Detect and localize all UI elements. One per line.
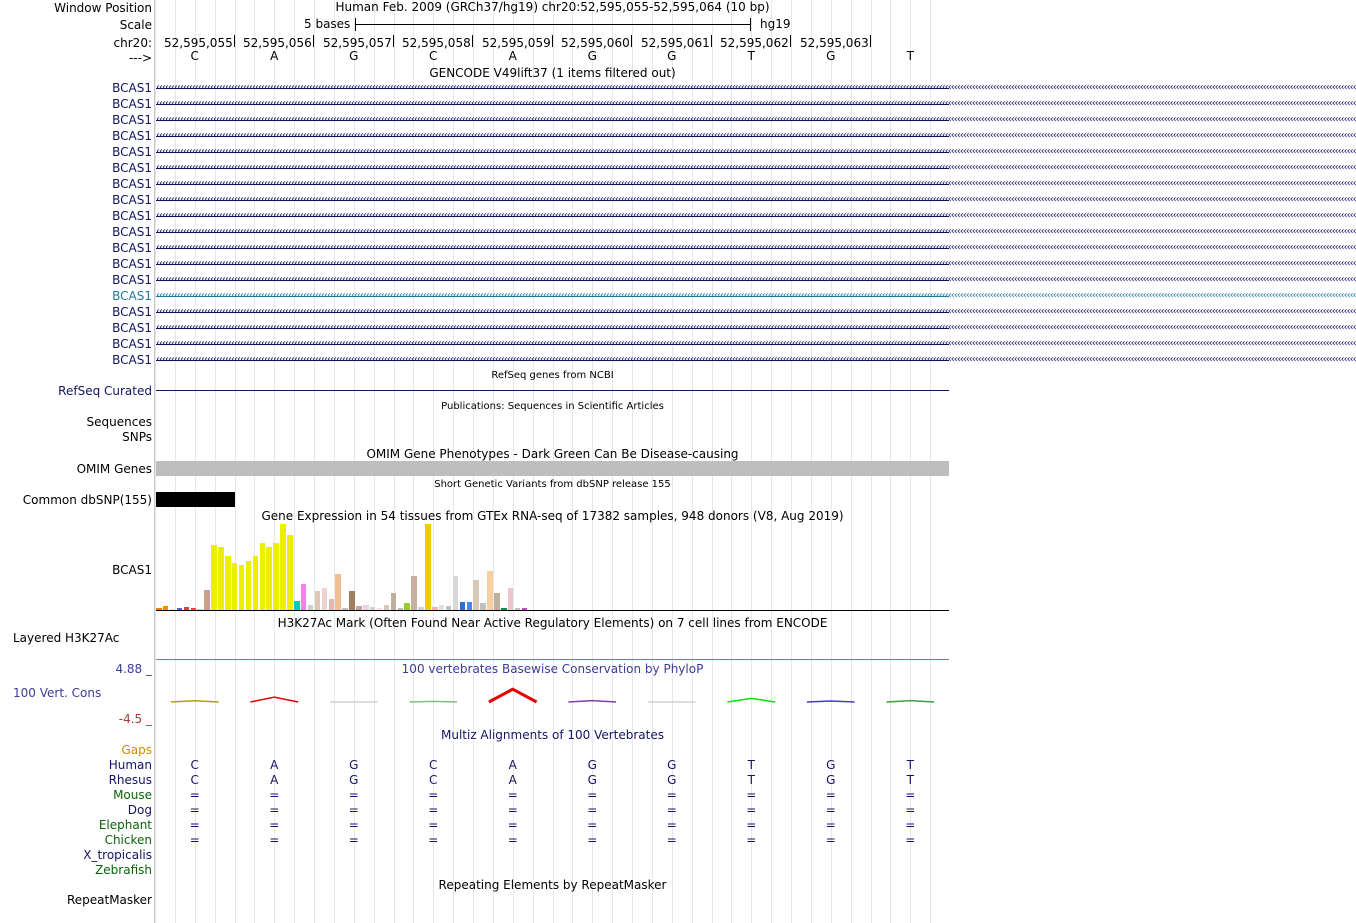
gaps-label: Gaps [121, 743, 152, 757]
ruler-base: T [906, 49, 914, 63]
scale-assembly: hg19 [760, 17, 791, 31]
omim-label[interactable]: OMIM Genes [76, 462, 152, 476]
phylop-base-score[interactable] [727, 698, 775, 702]
position-tick [313, 35, 314, 47]
alignment-base: = [269, 803, 280, 817]
gencode-strand-arrows: ‹‹‹‹‹‹‹‹‹‹‹‹‹‹‹‹‹‹‹‹‹‹‹‹‹‹‹‹‹‹‹‹‹‹‹‹‹‹‹‹‹‹‹‹‹‹‹‹‹‹‹‹‹‹‹‹‹‹‹‹‹‹‹‹‹‹‹‹‹‹‹‹‹‹‹‹‹‹‹‹‹‹‹‹‹‹‹‹‹‹‹‹‹‹‹‹‹‹‹‹‹‹‹‹‹‹‹‹‹‹‹‹‹‹‹‹‹‹‹‹‹‹‹‹‹‹‹‹‹‹‹‹‹‹‹‹‹‹‹‹‹‹‹‹‹‹‹‹‹‹‹‹‹‹‹‹‹‹‹‹‹‹‹‹‹‹‹‹‹‹‹‹‹‹‹‹‹‹‹‹‹‹‹‹‹‹‹‹‹‹‹‹‹‹‹‹‹‹‹‹‹‹‹‹‹‹‹‹‹‹‹‹‹‹‹‹‹‹‹‹‹‹‹‹‹‹‹‹‹‹‹‹‹‹‹‹‹‹‹‹‹‹‹‹‹‹‹‹‹‹‹‹‹‹‹‹‹‹‹‹‹‹‹‹‹‹‹‹‹‹‹‹‹‹‹‹‹‹‹‹‹‹‹‹‹‹‹‹‹‹‹‹‹‹‹‹‹‹‹‹‹‹‹‹‹‹‹‹‹‹‹‹‹‹‹‹‹‹‹‹‹‹‹‹‹‹‹‹‹‹‹‹‹‹‹‹‹‹‹‹‹‹‹‹‹‹‹‹‹‹‹‹‹‹‹‹‹‹‹‹‹‹‹‹‹‹‹‹‹‹‹‹‹‹‹‹‹‹‹‹‹‹‹‹‹‹‹‹‹‹‹‹‹‹‹‹‹‹‹‹ [156, 322, 1356, 333]
gtex-tissue-bar[interactable] [460, 602, 466, 610]
window-title: Human Feb. 2009 (GRCh37/hg19) chr20:52,595,055-52,595,064 (10 bp) [335, 0, 770, 14]
alignment-base: = [825, 833, 836, 847]
gtex-tissue-bar[interactable] [508, 588, 514, 610]
gtex-tissue-bar[interactable] [473, 580, 479, 610]
alignment-base: G [587, 773, 597, 787]
alignment-base: = [348, 803, 359, 817]
gencode-gene-label[interactable]: BCAS1 [112, 161, 152, 175]
gencode-strand-arrows: ‹‹‹‹‹‹‹‹‹‹‹‹‹‹‹‹‹‹‹‹‹‹‹‹‹‹‹‹‹‹‹‹‹‹‹‹‹‹‹‹‹‹‹‹‹‹‹‹‹‹‹‹‹‹‹‹‹‹‹‹‹‹‹‹‹‹‹‹‹‹‹‹‹‹‹‹‹‹‹‹‹‹‹‹‹‹‹‹‹‹‹‹‹‹‹‹‹‹‹‹‹‹‹‹‹‹‹‹‹‹‹‹‹‹‹‹‹‹‹‹‹‹‹‹‹‹‹‹‹‹‹‹‹‹‹‹‹‹‹‹‹‹‹‹‹‹‹‹‹‹‹‹‹‹‹‹‹‹‹‹‹‹‹‹‹‹‹‹‹‹‹‹‹‹‹‹‹‹‹‹‹‹‹‹‹‹‹‹‹‹‹‹‹‹‹‹‹‹‹‹‹‹‹‹‹‹‹‹‹‹‹‹‹‹‹‹‹‹‹‹‹‹‹‹‹‹‹‹‹‹‹‹‹‹‹‹‹‹‹‹‹‹‹‹‹‹‹‹‹‹‹‹‹‹‹‹‹‹‹‹‹‹‹‹‹‹‹‹‹‹‹‹‹‹‹‹‹‹‹‹‹‹‹‹‹‹‹‹‹‹‹‹‹‹‹‹‹‹‹‹‹‹‹‹‹‹‹‹‹‹‹‹‹‹‹‹‹‹‹‹‹‹‹‹‹‹‹‹‹‹‹‹‹‹‹‹‹‹‹‹‹‹‹‹‹‹‹‹‹‹‹‹‹‹‹‹‹‹‹‹‹‹‹‹‹‹‹‹‹‹‹‹‹‹‹‹‹‹‹‹‹‹‹‹‹‹‹‹‹‹‹‹‹‹‹‹‹‹‹‹ [156, 306, 1356, 317]
position-label: 52,595,061 [641, 36, 710, 50]
gencode-strand-arrows: ‹‹‹‹‹‹‹‹‹‹‹‹‹‹‹‹‹‹‹‹‹‹‹‹‹‹‹‹‹‹‹‹‹‹‹‹‹‹‹‹‹‹‹‹‹‹‹‹‹‹‹‹‹‹‹‹‹‹‹‹‹‹‹‹‹‹‹‹‹‹‹‹‹‹‹‹‹‹‹‹‹‹‹‹‹‹‹‹‹‹‹‹‹‹‹‹‹‹‹‹‹‹‹‹‹‹‹‹‹‹‹‹‹‹‹‹‹‹‹‹‹‹‹‹‹‹‹‹‹‹‹‹‹‹‹‹‹‹‹‹‹‹‹‹‹‹‹‹‹‹‹‹‹‹‹‹‹‹‹‹‹‹‹‹‹‹‹‹‹‹‹‹‹‹‹‹‹‹‹‹‹‹‹‹‹‹‹‹‹‹‹‹‹‹‹‹‹‹‹‹‹‹‹‹‹‹‹‹‹‹‹‹‹‹‹‹‹‹‹‹‹‹‹‹‹‹‹‹‹‹‹‹‹‹‹‹‹‹‹‹‹‹‹‹‹‹‹‹‹‹‹‹‹‹‹‹‹‹‹‹‹‹‹‹‹‹‹‹‹‹‹‹‹‹‹‹‹‹‹‹‹‹‹‹‹‹‹‹‹‹‹‹‹‹‹‹‹‹‹‹‹‹‹‹‹‹‹‹‹‹‹‹‹‹‹‹‹‹‹‹‹‹‹‹‹‹‹‹‹‹‹‹‹‹‹‹‹‹‹‹‹‹‹‹‹‹‹‹‹‹‹‹‹‹‹‹‹‹‹‹‹‹‹‹‹‹‹‹‹‹‹‹‹‹‹‹‹‹‹‹‹‹‹‹‹‹‹‹‹‹‹‹‹‹‹‹‹‹‹‹ [156, 82, 1356, 93]
gencode-gene-label[interactable]: BCAS1 [112, 209, 152, 223]
species-label-zebrafish[interactable]: Zebrafish [95, 863, 152, 877]
alignment-base: = [587, 803, 598, 817]
scale-bar-left-end [355, 18, 356, 31]
alignment-base: A [508, 758, 517, 772]
alignment-base: = [666, 833, 677, 847]
gtex-tissue-bar[interactable] [322, 588, 328, 610]
dbsnp-label[interactable]: Common dbSNP(155) [22, 493, 152, 507]
alignment-base: = [269, 818, 280, 832]
ruler-base: G [349, 49, 359, 63]
position-label: 52,595,058 [402, 36, 471, 50]
label-column-separator [154, 0, 155, 923]
alignment-base: G [667, 758, 677, 772]
gtex-tissue-bar[interactable] [411, 576, 417, 610]
alignment-base: = [905, 803, 916, 817]
alignment-base: G [826, 773, 836, 787]
gencode-gene-label[interactable]: BCAS1 [112, 145, 152, 159]
phylop-track-title: 100 vertebrates Basewise Conservation by PhyloP [401, 662, 704, 676]
alignment-base: G [587, 758, 597, 772]
publications-track-title: Publications: Sequences in Scientific Articles [441, 401, 664, 412]
gtex-tissue-bar[interactable] [253, 556, 259, 610]
alignment-base: = [428, 788, 439, 802]
scale-label: Scale [119, 18, 152, 32]
phylop-base-score[interactable] [250, 697, 298, 702]
phylop-base-score[interactable] [171, 701, 219, 702]
alignment-base: = [746, 818, 757, 832]
gencode-gene-label[interactable]: BCAS1 [112, 289, 152, 303]
species-label-human[interactable]: Human [108, 758, 152, 772]
gtex-tissue-bar[interactable] [204, 590, 210, 610]
gtex-tissue-bar[interactable] [349, 591, 355, 610]
ruler-base: C [429, 49, 438, 63]
alignment-base: = [746, 788, 757, 802]
gencode-gene-label[interactable]: BCAS1 [112, 177, 152, 191]
gencode-strand-arrows: ‹‹‹‹‹‹‹‹‹‹‹‹‹‹‹‹‹‹‹‹‹‹‹‹‹‹‹‹‹‹‹‹‹‹‹‹‹‹‹‹‹‹‹‹‹‹‹‹‹‹‹‹‹‹‹‹‹‹‹‹‹‹‹‹‹‹‹‹‹‹‹‹‹‹‹‹‹‹‹‹‹‹‹‹‹‹‹‹‹‹‹‹‹‹‹‹‹‹‹‹‹‹‹‹‹‹‹‹‹‹‹‹‹‹‹‹‹‹‹‹‹‹‹‹‹‹‹‹‹‹‹‹‹‹‹‹‹‹‹‹‹‹‹‹‹‹‹‹‹‹‹‹‹‹‹‹‹‹‹‹‹‹‹‹‹‹‹‹‹‹‹‹‹‹‹‹‹‹‹‹‹‹‹‹‹‹‹‹‹‹‹‹‹‹‹‹‹‹‹‹‹‹‹‹‹‹‹‹‹‹‹‹‹‹‹‹‹‹‹‹‹‹‹‹‹‹‹‹‹‹‹‹‹‹‹‹‹‹‹‹‹‹‹‹‹‹‹‹‹‹‹‹‹‹‹‹‹‹‹‹‹‹‹‹‹‹‹‹‹‹‹‹‹‹‹‹‹‹‹‹‹‹‹‹‹‹‹‹‹‹‹‹‹‹‹‹‹‹‹‹‹‹‹‹‹‹‹‹‹‹‹‹‹‹‹‹‹‹‹‹‹‹‹‹‹‹‹‹‹‹‹‹‹‹‹‹‹‹‹‹‹‹‹‹‹‹‹‹‹‹‹‹‹‹‹‹‹‹‹‹‹‹‹‹‹‹‹‹‹‹‹‹‹‹‹‹‹‹‹‹‹‹‹‹‹‹‹‹‹‹‹‹‹‹‹‹‹‹‹‹ [156, 354, 1356, 365]
gencode-strand-arrows: ‹‹‹‹‹‹‹‹‹‹‹‹‹‹‹‹‹‹‹‹‹‹‹‹‹‹‹‹‹‹‹‹‹‹‹‹‹‹‹‹‹‹‹‹‹‹‹‹‹‹‹‹‹‹‹‹‹‹‹‹‹‹‹‹‹‹‹‹‹‹‹‹‹‹‹‹‹‹‹‹‹‹‹‹‹‹‹‹‹‹‹‹‹‹‹‹‹‹‹‹‹‹‹‹‹‹‹‹‹‹‹‹‹‹‹‹‹‹‹‹‹‹‹‹‹‹‹‹‹‹‹‹‹‹‹‹‹‹‹‹‹‹‹‹‹‹‹‹‹‹‹‹‹‹‹‹‹‹‹‹‹‹‹‹‹‹‹‹‹‹‹‹‹‹‹‹‹‹‹‹‹‹‹‹‹‹‹‹‹‹‹‹‹‹‹‹‹‹‹‹‹‹‹‹‹‹‹‹‹‹‹‹‹‹‹‹‹‹‹‹‹‹‹‹‹‹‹‹‹‹‹‹‹‹‹‹‹‹‹‹‹‹‹‹‹‹‹‹‹‹‹‹‹‹‹‹‹‹‹‹‹‹‹‹‹‹‹‹‹‹‹‹‹‹‹‹‹‹‹‹‹‹‹‹‹‹‹‹‹‹‹‹‹‹‹‹‹‹‹‹‹‹‹‹‹‹‹‹‹‹‹‹‹‹‹‹‹‹‹‹‹‹‹‹‹‹‹‹‹‹‹‹‹‹‹‹‹‹‹‹‹‹‹‹‹‹‹‹‹‹‹‹‹‹‹‹‹‹‹‹‹‹‹‹‹‹‹‹‹‹‹‹‹‹‹‹‹‹‹‹‹‹‹‹‹‹‹‹‹‹‹‹‹‹‹‹‹‹‹‹ [156, 114, 1356, 125]
alignment-base: = [746, 833, 757, 847]
position-tick [472, 35, 473, 47]
gtex-tissue-bar[interactable] [391, 593, 397, 610]
gencode-gene-label[interactable]: BCAS1 [112, 241, 152, 255]
alignment-base: = [189, 788, 200, 802]
h3k27ac-track-title: H3K27Ac Mark (Often Found Near Active Regulatory Elements) on 7 cell lines from ENCODE [277, 616, 828, 630]
alignment-base: = [189, 803, 200, 817]
position-tick [234, 35, 235, 47]
phylop-label[interactable]: 100 Vert. Cons [13, 686, 102, 700]
alignment-base: = [189, 818, 200, 832]
gencode-strand-arrows: ‹‹‹‹‹‹‹‹‹‹‹‹‹‹‹‹‹‹‹‹‹‹‹‹‹‹‹‹‹‹‹‹‹‹‹‹‹‹‹‹‹‹‹‹‹‹‹‹‹‹‹‹‹‹‹‹‹‹‹‹‹‹‹‹‹‹‹‹‹‹‹‹‹‹‹‹‹‹‹‹‹‹‹‹‹‹‹‹‹‹‹‹‹‹‹‹‹‹‹‹‹‹‹‹‹‹‹‹‹‹‹‹‹‹‹‹‹‹‹‹‹‹‹‹‹‹‹‹‹‹‹‹‹‹‹‹‹‹‹‹‹‹‹‹‹‹‹‹‹‹‹‹‹‹‹‹‹‹‹‹‹‹‹‹‹‹‹‹‹‹‹‹‹‹‹‹‹‹‹‹‹‹‹‹‹‹‹‹‹‹‹‹‹‹‹‹‹‹‹‹‹‹‹‹‹‹‹‹‹‹‹‹‹‹‹‹‹‹‹‹‹‹‹‹‹‹‹‹‹‹‹‹‹‹‹‹‹‹‹‹‹‹‹‹‹‹‹‹‹‹‹‹‹‹‹‹‹‹‹‹‹‹‹‹‹‹‹‹‹‹‹‹‹‹‹‹‹‹‹‹‹‹‹‹‹‹‹‹‹‹‹‹‹‹‹‹‹‹‹‹‹‹‹‹‹‹‹‹‹‹‹‹‹‹‹‹‹‹‹‹‹‹‹‹‹‹‹‹‹‹‹‹‹‹‹‹‹‹‹‹‹‹‹‹‹‹‹‹‹‹‹‹‹‹‹‹‹‹‹‹‹‹‹‹‹‹‹‹‹‹‹‹‹‹‹‹‹‹‹‹‹‹‹‹‹‹‹‹‹‹‹‹‹‹‹‹‹‹‹‹ [156, 210, 1356, 221]
omim-gene-bar[interactable] [156, 461, 949, 476]
repeatmasker-label[interactable]: RepeatMasker [66, 893, 152, 907]
phylop-base-score[interactable] [409, 701, 457, 702]
chrom-label: chr20: [113, 36, 152, 50]
scale-text: 5 bases [304, 17, 351, 31]
ruler-base: G [587, 49, 597, 63]
alignment-base: = [587, 818, 598, 832]
gtex-tissue-bar[interactable] [225, 556, 231, 610]
alignment-base: = [348, 788, 359, 802]
gtex-tissue-bar[interactable] [425, 524, 431, 610]
position-label: 52,595,060 [561, 36, 630, 50]
ruler-base: A [270, 49, 279, 63]
alignment-base: A [270, 758, 279, 772]
alignment-base: A [508, 773, 517, 787]
gtex-tissue-bar[interactable] [211, 545, 217, 610]
position-label: 52,595,057 [323, 36, 392, 50]
multiz-track-title: Multiz Alignments of 100 Vertebrates [440, 728, 665, 742]
gtex-tissue-bar[interactable] [280, 524, 286, 610]
gtex-tissue-bar[interactable] [218, 547, 224, 610]
alignment-base: C [429, 773, 438, 787]
dbsnp-variant[interactable] [156, 492, 235, 507]
alignment-base: = [269, 833, 280, 847]
gtex-label[interactable]: BCAS1 [112, 563, 152, 577]
alignment-base: = [428, 833, 439, 847]
alignment-base: = [189, 833, 200, 847]
gencode-strand-arrows: ‹‹‹‹‹‹‹‹‹‹‹‹‹‹‹‹‹‹‹‹‹‹‹‹‹‹‹‹‹‹‹‹‹‹‹‹‹‹‹‹‹‹‹‹‹‹‹‹‹‹‹‹‹‹‹‹‹‹‹‹‹‹‹‹‹‹‹‹‹‹‹‹‹‹‹‹‹‹‹‹‹‹‹‹‹‹‹‹‹‹‹‹‹‹‹‹‹‹‹‹‹‹‹‹‹‹‹‹‹‹‹‹‹‹‹‹‹‹‹‹‹‹‹‹‹‹‹‹‹‹‹‹‹‹‹‹‹‹‹‹‹‹‹‹‹‹‹‹‹‹‹‹‹‹‹‹‹‹‹‹‹‹‹‹‹‹‹‹‹‹‹‹‹‹‹‹‹‹‹‹‹‹‹‹‹‹‹‹‹‹‹‹‹‹‹‹‹‹‹‹‹‹‹‹‹‹‹‹‹‹‹‹‹‹‹‹‹‹‹‹‹‹‹‹‹‹‹‹‹‹‹‹‹‹‹‹‹‹‹‹‹‹‹‹‹‹‹‹‹‹‹‹‹‹‹‹‹‹‹‹‹‹‹‹‹‹‹‹‹‹‹‹‹‹‹‹‹‹‹‹‹‹‹‹‹‹‹‹‹‹‹‹‹‹‹‹‹‹‹‹‹‹‹‹‹‹‹‹‹‹‹‹‹‹‹‹‹‹‹‹‹‹‹‹‹‹‹‹‹‹‹‹‹‹‹‹‹‹‹‹‹‹‹‹‹‹‹‹‹‹‹‹‹‹‹‹‹‹‹‹‹‹‹‹‹‹‹‹‹‹‹‹‹‹‹‹‹‹‹‹‹‹‹‹‹‹‹‹‹‹‹‹‹‹‹‹‹‹‹‹ [156, 194, 1356, 205]
gtex-tissue-bar[interactable] [329, 599, 335, 610]
ruler-base: T [747, 49, 755, 63]
alignment-base: T [906, 758, 914, 772]
window-position-label: Window Position [54, 1, 152, 15]
refseq-label[interactable]: RefSeq Curated [58, 384, 152, 398]
alignment-base: = [666, 803, 677, 817]
ruler-base: A [508, 49, 517, 63]
alignment-base: = [666, 788, 677, 802]
alignment-base: = [666, 818, 677, 832]
strand-label: ---> [128, 51, 152, 65]
alignment-base: = [587, 833, 598, 847]
gencode-gene-label[interactable]: BCAS1 [112, 225, 152, 239]
phylop-base-score[interactable] [489, 689, 537, 702]
gtex-tissue-bar[interactable] [467, 602, 473, 610]
alignment-base: = [746, 803, 757, 817]
scale-bar [355, 24, 751, 25]
gtex-tissue-bar[interactable] [301, 584, 307, 610]
gtex-tissue-bar[interactable] [494, 593, 500, 610]
gtex-tissue-bar[interactable] [315, 591, 321, 610]
position-tick [552, 35, 553, 47]
gtex-tissue-bar[interactable] [246, 561, 252, 610]
position-tick [711, 35, 712, 47]
alignment-base: C [429, 758, 438, 772]
alignment-base: = [587, 788, 598, 802]
gencode-strand-arrows: ‹‹‹‹‹‹‹‹‹‹‹‹‹‹‹‹‹‹‹‹‹‹‹‹‹‹‹‹‹‹‹‹‹‹‹‹‹‹‹‹‹‹‹‹‹‹‹‹‹‹‹‹‹‹‹‹‹‹‹‹‹‹‹‹‹‹‹‹‹‹‹‹‹‹‹‹‹‹‹‹‹‹‹‹‹‹‹‹‹‹‹‹‹‹‹‹‹‹‹‹‹‹‹‹‹‹‹‹‹‹‹‹‹‹‹‹‹‹‹‹‹‹‹‹‹‹‹‹‹‹‹‹‹‹‹‹‹‹‹‹‹‹‹‹‹‹‹‹‹‹‹‹‹‹‹‹‹‹‹‹‹‹‹‹‹‹‹‹‹‹‹‹‹‹‹‹‹‹‹‹‹‹‹‹‹‹‹‹‹‹‹‹‹‹‹‹‹‹‹‹‹‹‹‹‹‹‹‹‹‹‹‹‹‹‹‹‹‹‹‹‹‹‹‹‹‹‹‹‹‹‹‹‹‹‹‹‹‹‹‹‹‹‹‹‹‹‹‹‹‹‹‹‹‹‹‹‹‹‹‹‹‹‹‹‹‹‹‹‹‹‹‹‹‹‹‹‹‹‹‹‹‹‹‹‹‹‹‹‹‹‹‹‹‹‹‹‹‹‹‹‹‹‹‹‹‹‹‹‹‹‹‹‹‹‹‹‹‹‹‹‹‹‹‹‹‹‹‹‹‹‹‹‹‹‹‹‹‹‹‹‹‹‹‹‹‹‹‹‹‹‹‹‹‹‹‹‹‹‹‹‹‹‹‹‹‹‹‹‹‹‹‹‹‹‹‹‹‹‹‹‹‹‹‹‹‹‹‹‹‹‹‹‹‹‹‹‹‹‹‹ [156, 258, 1356, 269]
position-label: 52,595,056 [243, 36, 312, 50]
gtex-baseline [156, 610, 949, 611]
gencode-gene-label[interactable]: BCAS1 [112, 337, 152, 351]
alignment-base: = [905, 833, 916, 847]
gencode-strand-arrows: ‹‹‹‹‹‹‹‹‹‹‹‹‹‹‹‹‹‹‹‹‹‹‹‹‹‹‹‹‹‹‹‹‹‹‹‹‹‹‹‹‹‹‹‹‹‹‹‹‹‹‹‹‹‹‹‹‹‹‹‹‹‹‹‹‹‹‹‹‹‹‹‹‹‹‹‹‹‹‹‹‹‹‹‹‹‹‹‹‹‹‹‹‹‹‹‹‹‹‹‹‹‹‹‹‹‹‹‹‹‹‹‹‹‹‹‹‹‹‹‹‹‹‹‹‹‹‹‹‹‹‹‹‹‹‹‹‹‹‹‹‹‹‹‹‹‹‹‹‹‹‹‹‹‹‹‹‹‹‹‹‹‹‹‹‹‹‹‹‹‹‹‹‹‹‹‹‹‹‹‹‹‹‹‹‹‹‹‹‹‹‹‹‹‹‹‹‹‹‹‹‹‹‹‹‹‹‹‹‹‹‹‹‹‹‹‹‹‹‹‹‹‹‹‹‹‹‹‹‹‹‹‹‹‹‹‹‹‹‹‹‹‹‹‹‹‹‹‹‹‹‹‹‹‹‹‹‹‹‹‹‹‹‹‹‹‹‹‹‹‹‹‹‹‹‹‹‹‹‹‹‹‹‹‹‹‹‹‹‹‹‹‹‹‹‹‹‹‹‹‹‹‹‹‹‹‹‹‹‹‹‹‹‹‹‹‹‹‹‹‹‹‹‹‹‹‹‹‹‹‹‹‹‹‹‹‹‹‹‹‹‹‹‹‹‹‹‹‹‹‹‹‹‹‹‹‹‹‹‹‹‹‹‹‹‹‹‹‹‹‹‹‹‹‹‹‹‹‹‹‹‹‹‹‹‹‹‹‹‹‹‹‹‹‹‹‹‹‹‹‹ [156, 98, 1356, 109]
snps-label[interactable]: SNPs [122, 430, 152, 444]
phylop-max-label: 4.88 _ [115, 662, 152, 676]
h3k27ac-label[interactable]: Layered H3K27Ac [13, 631, 120, 645]
position-tick [393, 35, 394, 47]
scale-bar-right-end [750, 18, 751, 31]
alignment-base: = [507, 818, 518, 832]
gtex-tissue-bar[interactable] [260, 543, 266, 610]
gencode-gene-label[interactable]: BCAS1 [112, 97, 152, 111]
position-tick [870, 35, 871, 47]
alignment-base: = [428, 818, 439, 832]
species-label-x_tropicalis[interactable]: X_tropicalis [83, 848, 152, 862]
alignment-base: = [905, 788, 916, 802]
gtex-tissue-bar[interactable] [287, 535, 293, 610]
position-tick [790, 35, 791, 47]
gencode-strand-arrows: ‹‹‹‹‹‹‹‹‹‹‹‹‹‹‹‹‹‹‹‹‹‹‹‹‹‹‹‹‹‹‹‹‹‹‹‹‹‹‹‹‹‹‹‹‹‹‹‹‹‹‹‹‹‹‹‹‹‹‹‹‹‹‹‹‹‹‹‹‹‹‹‹‹‹‹‹‹‹‹‹‹‹‹‹‹‹‹‹‹‹‹‹‹‹‹‹‹‹‹‹‹‹‹‹‹‹‹‹‹‹‹‹‹‹‹‹‹‹‹‹‹‹‹‹‹‹‹‹‹‹‹‹‹‹‹‹‹‹‹‹‹‹‹‹‹‹‹‹‹‹‹‹‹‹‹‹‹‹‹‹‹‹‹‹‹‹‹‹‹‹‹‹‹‹‹‹‹‹‹‹‹‹‹‹‹‹‹‹‹‹‹‹‹‹‹‹‹‹‹‹‹‹‹‹‹‹‹‹‹‹‹‹‹‹‹‹‹‹‹‹‹‹‹‹‹‹‹‹‹‹‹‹‹‹‹‹‹‹‹‹‹‹‹‹‹‹‹‹‹‹‹‹‹‹‹‹‹‹‹‹‹‹‹‹‹‹‹‹‹‹‹‹‹‹‹‹‹‹‹‹‹‹‹‹‹‹‹‹‹‹‹‹‹‹‹‹‹‹‹‹‹‹‹‹‹‹‹‹‹‹‹‹‹‹‹‹‹‹‹‹‹‹‹‹‹‹‹‹‹‹‹‹‹‹‹‹‹‹‹‹‹‹‹‹‹‹‹‹‹‹‹‹‹‹‹‹‹‹‹‹‹‹‹‹‹‹‹‹‹‹‹‹‹‹‹‹‹‹‹‹‹‹‹‹‹‹‹‹‹‹‹‹‹‹‹‹‹‹‹‹ [156, 146, 1356, 157]
species-label-chicken[interactable]: Chicken [104, 833, 152, 847]
gencode-strand-arrows: ‹‹‹‹‹‹‹‹‹‹‹‹‹‹‹‹‹‹‹‹‹‹‹‹‹‹‹‹‹‹‹‹‹‹‹‹‹‹‹‹‹‹‹‹‹‹‹‹‹‹‹‹‹‹‹‹‹‹‹‹‹‹‹‹‹‹‹‹‹‹‹‹‹‹‹‹‹‹‹‹‹‹‹‹‹‹‹‹‹‹‹‹‹‹‹‹‹‹‹‹‹‹‹‹‹‹‹‹‹‹‹‹‹‹‹‹‹‹‹‹‹‹‹‹‹‹‹‹‹‹‹‹‹‹‹‹‹‹‹‹‹‹‹‹‹‹‹‹‹‹‹‹‹‹‹‹‹‹‹‹‹‹‹‹‹‹‹‹‹‹‹‹‹‹‹‹‹‹‹‹‹‹‹‹‹‹‹‹‹‹‹‹‹‹‹‹‹‹‹‹‹‹‹‹‹‹‹‹‹‹‹‹‹‹‹‹‹‹‹‹‹‹‹‹‹‹‹‹‹‹‹‹‹‹‹‹‹‹‹‹‹‹‹‹‹‹‹‹‹‹‹‹‹‹‹‹‹‹‹‹‹‹‹‹‹‹‹‹‹‹‹‹‹‹‹‹‹‹‹‹‹‹‹‹‹‹‹‹‹‹‹‹‹‹‹‹‹‹‹‹‹‹‹‹‹‹‹‹‹‹‹‹‹‹‹‹‹‹‹‹‹‹‹‹‹‹‹‹‹‹‹‹‹‹‹‹‹‹‹‹‹‹‹‹‹‹‹‹‹‹‹‹‹‹‹‹‹‹‹‹‹‹‹‹‹‹‹‹‹‹‹‹‹‹‹‹‹‹‹‹‹‹‹‹‹‹‹‹‹‹‹‹‹‹‹‹‹‹‹‹ [156, 242, 1356, 253]
gencode-gene-label[interactable]: BCAS1 [112, 113, 152, 127]
gencode-gene-label[interactable]: BCAS1 [112, 305, 152, 319]
alignment-base: C [190, 758, 199, 772]
gencode-gene-label[interactable]: BCAS1 [112, 353, 152, 367]
position-tick [631, 35, 632, 47]
gtex-tissue-bar[interactable] [232, 563, 238, 610]
gencode-strand-arrows: ‹‹‹‹‹‹‹‹‹‹‹‹‹‹‹‹‹‹‹‹‹‹‹‹‹‹‹‹‹‹‹‹‹‹‹‹‹‹‹‹‹‹‹‹‹‹‹‹‹‹‹‹‹‹‹‹‹‹‹‹‹‹‹‹‹‹‹‹‹‹‹‹‹‹‹‹‹‹‹‹‹‹‹‹‹‹‹‹‹‹‹‹‹‹‹‹‹‹‹‹‹‹‹‹‹‹‹‹‹‹‹‹‹‹‹‹‹‹‹‹‹‹‹‹‹‹‹‹‹‹‹‹‹‹‹‹‹‹‹‹‹‹‹‹‹‹‹‹‹‹‹‹‹‹‹‹‹‹‹‹‹‹‹‹‹‹‹‹‹‹‹‹‹‹‹‹‹‹‹‹‹‹‹‹‹‹‹‹‹‹‹‹‹‹‹‹‹‹‹‹‹‹‹‹‹‹‹‹‹‹‹‹‹‹‹‹‹‹‹‹‹‹‹‹‹‹‹‹‹‹‹‹‹‹‹‹‹‹‹‹‹‹‹‹‹‹‹‹‹‹‹‹‹‹‹‹‹‹‹‹‹‹‹‹‹‹‹‹‹‹‹‹‹‹‹‹‹‹‹‹‹‹‹‹‹‹‹‹‹‹‹‹‹‹‹‹‹‹‹‹‹‹‹‹‹‹‹‹‹‹‹‹‹‹‹‹‹‹‹‹‹‹‹‹‹‹‹‹‹‹‹‹‹‹‹‹‹‹‹‹‹‹‹‹‹‹‹‹‹‹‹‹‹‹‹‹‹‹‹‹‹‹‹‹‹‹‹‹‹‹‹‹‹‹‹‹‹‹‹‹‹‹‹‹‹‹‹‹‹‹‹‹‹‹‹‹‹‹‹‹ [156, 178, 1356, 189]
gtex-tissue-bar[interactable] [480, 603, 486, 610]
gtex-tissue-bar[interactable] [239, 565, 245, 610]
species-label-elephant[interactable]: Elephant [98, 818, 152, 832]
gencode-strand-arrows: ‹‹‹‹‹‹‹‹‹‹‹‹‹‹‹‹‹‹‹‹‹‹‹‹‹‹‹‹‹‹‹‹‹‹‹‹‹‹‹‹‹‹‹‹‹‹‹‹‹‹‹‹‹‹‹‹‹‹‹‹‹‹‹‹‹‹‹‹‹‹‹‹‹‹‹‹‹‹‹‹‹‹‹‹‹‹‹‹‹‹‹‹‹‹‹‹‹‹‹‹‹‹‹‹‹‹‹‹‹‹‹‹‹‹‹‹‹‹‹‹‹‹‹‹‹‹‹‹‹‹‹‹‹‹‹‹‹‹‹‹‹‹‹‹‹‹‹‹‹‹‹‹‹‹‹‹‹‹‹‹‹‹‹‹‹‹‹‹‹‹‹‹‹‹‹‹‹‹‹‹‹‹‹‹‹‹‹‹‹‹‹‹‹‹‹‹‹‹‹‹‹‹‹‹‹‹‹‹‹‹‹‹‹‹‹‹‹‹‹‹‹‹‹‹‹‹‹‹‹‹‹‹‹‹‹‹‹‹‹‹‹‹‹‹‹‹‹‹‹‹‹‹‹‹‹‹‹‹‹‹‹‹‹‹‹‹‹‹‹‹‹‹‹‹‹‹‹‹‹‹‹‹‹‹‹‹‹‹‹‹‹‹‹‹‹‹‹‹‹‹‹‹‹‹‹‹‹‹‹‹‹‹‹‹‹‹‹‹‹‹‹‹‹‹‹‹‹‹‹‹‹‹‹‹‹‹‹‹‹‹‹‹‹‹‹‹‹‹‹‹‹‹‹‹‹‹‹‹‹‹‹‹‹‹‹‹‹‹‹‹‹‹‹‹‹‹‹‹‹‹‹‹‹‹‹‹‹‹‹‹‹‹‹‹‹‹‹‹‹‹ [156, 274, 1356, 285]
ruler-base: G [667, 49, 677, 63]
alignment-base: = [269, 788, 280, 802]
phylop-base-score[interactable] [807, 701, 855, 702]
gencode-strand-arrows: ‹‹‹‹‹‹‹‹‹‹‹‹‹‹‹‹‹‹‹‹‹‹‹‹‹‹‹‹‹‹‹‹‹‹‹‹‹‹‹‹‹‹‹‹‹‹‹‹‹‹‹‹‹‹‹‹‹‹‹‹‹‹‹‹‹‹‹‹‹‹‹‹‹‹‹‹‹‹‹‹‹‹‹‹‹‹‹‹‹‹‹‹‹‹‹‹‹‹‹‹‹‹‹‹‹‹‹‹‹‹‹‹‹‹‹‹‹‹‹‹‹‹‹‹‹‹‹‹‹‹‹‹‹‹‹‹‹‹‹‹‹‹‹‹‹‹‹‹‹‹‹‹‹‹‹‹‹‹‹‹‹‹‹‹‹‹‹‹‹‹‹‹‹‹‹‹‹‹‹‹‹‹‹‹‹‹‹‹‹‹‹‹‹‹‹‹‹‹‹‹‹‹‹‹‹‹‹‹‹‹‹‹‹‹‹‹‹‹‹‹‹‹‹‹‹‹‹‹‹‹‹‹‹‹‹‹‹‹‹‹‹‹‹‹‹‹‹‹‹‹‹‹‹‹‹‹‹‹‹‹‹‹‹‹‹‹‹‹‹‹‹‹‹‹‹‹‹‹‹‹‹‹‹‹‹‹‹‹‹‹‹‹‹‹‹‹‹‹‹‹‹‹‹‹‹‹‹‹‹‹‹‹‹‹‹‹‹‹‹‹‹‹‹‹‹‹‹‹‹‹‹‹‹‹‹‹‹‹‹‹‹‹‹‹‹‹‹‹‹‹‹‹‹‹‹‹‹‹‹‹‹‹‹‹‹‹‹‹‹‹‹‹‹‹‹‹‹‹‹‹‹‹‹‹‹‹‹‹‹‹‹‹‹‹‹‹‹‹‹‹ [156, 226, 1356, 237]
omim-track-title: OMIM Gene Phenotypes - Dark Green Can Be Disease-causing [366, 447, 739, 461]
dbsnp-track-title: Short Genetic Variants from dbSNP release 155 [434, 479, 671, 490]
position-label: 52,595,063 [800, 36, 869, 50]
position-label: 52,595,055 [164, 36, 233, 50]
ruler-base: G [826, 49, 836, 63]
phylop-plot[interactable] [155, 660, 950, 720]
ruler-base: C [190, 49, 199, 63]
alignment-base: A [270, 773, 279, 787]
position-label: 52,595,059 [482, 36, 551, 50]
alignment-base: = [507, 788, 518, 802]
species-label-mouse[interactable]: Mouse [113, 788, 152, 802]
species-label-rhesus[interactable]: Rhesus [108, 773, 152, 787]
alignment-base: G [826, 758, 836, 772]
alignment-base: = [428, 803, 439, 817]
species-label-dog[interactable]: Dog [127, 803, 152, 817]
phylop-min-label: -4.5 _ [118, 712, 152, 726]
position-label: 52,595,062 [720, 36, 789, 50]
gencode-track-title: GENCODE V49lift37 (1 items filtered out) [429, 66, 676, 80]
gencode-gene-label[interactable]: BCAS1 [112, 193, 152, 207]
refseq-gene-line[interactable] [156, 390, 949, 391]
alignment-base: C [190, 773, 199, 787]
phylop-base-score[interactable] [886, 701, 934, 702]
gtex-tissue-bar[interactable] [453, 576, 459, 610]
gtex-tissue-bar[interactable] [404, 603, 410, 610]
gencode-gene-label[interactable]: BCAS1 [112, 273, 152, 287]
alignment-base: G [667, 773, 677, 787]
gtex-tissue-bar[interactable] [487, 571, 493, 610]
gtex-tissue-bar[interactable] [273, 543, 279, 610]
gtex-tissue-bar[interactable] [294, 601, 300, 610]
gencode-gene-label[interactable]: BCAS1 [112, 129, 152, 143]
gencode-gene-label[interactable]: BCAS1 [112, 81, 152, 95]
gencode-strand-arrows: ‹‹‹‹‹‹‹‹‹‹‹‹‹‹‹‹‹‹‹‹‹‹‹‹‹‹‹‹‹‹‹‹‹‹‹‹‹‹‹‹‹‹‹‹‹‹‹‹‹‹‹‹‹‹‹‹‹‹‹‹‹‹‹‹‹‹‹‹‹‹‹‹‹‹‹‹‹‹‹‹‹‹‹‹‹‹‹‹‹‹‹‹‹‹‹‹‹‹‹‹‹‹‹‹‹‹‹‹‹‹‹‹‹‹‹‹‹‹‹‹‹‹‹‹‹‹‹‹‹‹‹‹‹‹‹‹‹‹‹‹‹‹‹‹‹‹‹‹‹‹‹‹‹‹‹‹‹‹‹‹‹‹‹‹‹‹‹‹‹‹‹‹‹‹‹‹‹‹‹‹‹‹‹‹‹‹‹‹‹‹‹‹‹‹‹‹‹‹‹‹‹‹‹‹‹‹‹‹‹‹‹‹‹‹‹‹‹‹‹‹‹‹‹‹‹‹‹‹‹‹‹‹‹‹‹‹‹‹‹‹‹‹‹‹‹‹‹‹‹‹‹‹‹‹‹‹‹‹‹‹‹‹‹‹‹‹‹‹‹‹‹‹‹‹‹‹‹‹‹‹‹‹‹‹‹‹‹‹‹‹‹‹‹‹‹‹‹‹‹‹‹‹‹‹‹‹‹‹‹‹‹‹‹‹‹‹‹‹‹‹‹‹‹‹‹‹‹‹‹‹‹‹‹‹‹‹‹‹‹‹‹‹‹‹‹‹‹‹‹‹‹‹‹‹‹‹‹‹‹‹‹‹‹‹‹‹‹‹‹‹‹‹‹‹‹‹‹‹‹‹‹‹‹‹‹‹‹‹‹‹‹‹‹‹‹‹‹‹‹‹ [156, 162, 1356, 173]
alignment-base: T [747, 773, 755, 787]
alignment-base: G [349, 758, 359, 772]
gencode-strand-arrows: ‹‹‹‹‹‹‹‹‹‹‹‹‹‹‹‹‹‹‹‹‹‹‹‹‹‹‹‹‹‹‹‹‹‹‹‹‹‹‹‹‹‹‹‹‹‹‹‹‹‹‹‹‹‹‹‹‹‹‹‹‹‹‹‹‹‹‹‹‹‹‹‹‹‹‹‹‹‹‹‹‹‹‹‹‹‹‹‹‹‹‹‹‹‹‹‹‹‹‹‹‹‹‹‹‹‹‹‹‹‹‹‹‹‹‹‹‹‹‹‹‹‹‹‹‹‹‹‹‹‹‹‹‹‹‹‹‹‹‹‹‹‹‹‹‹‹‹‹‹‹‹‹‹‹‹‹‹‹‹‹‹‹‹‹‹‹‹‹‹‹‹‹‹‹‹‹‹‹‹‹‹‹‹‹‹‹‹‹‹‹‹‹‹‹‹‹‹‹‹‹‹‹‹‹‹‹‹‹‹‹‹‹‹‹‹‹‹‹‹‹‹‹‹‹‹‹‹‹‹‹‹‹‹‹‹‹‹‹‹‹‹‹‹‹‹‹‹‹‹‹‹‹‹‹‹‹‹‹‹‹‹‹‹‹‹‹‹‹‹‹‹‹‹‹‹‹‹‹‹‹‹‹‹‹‹‹‹‹‹‹‹‹‹‹‹‹‹‹‹‹‹‹‹‹‹‹‹‹‹‹‹‹‹‹‹‹‹‹‹‹‹‹‹‹‹‹‹‹‹‹‹‹‹‹‹‹‹‹‹‹‹‹‹‹‹‹‹‹‹‹‹‹‹‹‹‹‹‹‹‹‹‹‹‹‹‹‹‹‹‹‹‹‹‹‹‹‹‹‹‹‹‹‹‹‹‹‹‹‹‹‹‹‹‹‹‹‹‹‹‹ [156, 338, 1356, 349]
alignment-base: = [825, 818, 836, 832]
gencode-gene-label[interactable]: BCAS1 [112, 257, 152, 271]
alignment-base: = [825, 803, 836, 817]
alignment-base: G [349, 773, 359, 787]
alignment-base: = [507, 833, 518, 847]
alignment-base: = [348, 833, 359, 847]
repeatmasker-track-title: Repeating Elements by RepeatMasker [438, 878, 667, 892]
gtex-tissue-bar[interactable] [266, 547, 272, 610]
alignment-base: = [905, 818, 916, 832]
gencode-gene-label[interactable]: BCAS1 [112, 321, 152, 335]
alignment-base: = [348, 818, 359, 832]
gtex-tissue-bar[interactable] [335, 574, 341, 610]
gencode-strand-arrows: ‹‹‹‹‹‹‹‹‹‹‹‹‹‹‹‹‹‹‹‹‹‹‹‹‹‹‹‹‹‹‹‹‹‹‹‹‹‹‹‹‹‹‹‹‹‹‹‹‹‹‹‹‹‹‹‹‹‹‹‹‹‹‹‹‹‹‹‹‹‹‹‹‹‹‹‹‹‹‹‹‹‹‹‹‹‹‹‹‹‹‹‹‹‹‹‹‹‹‹‹‹‹‹‹‹‹‹‹‹‹‹‹‹‹‹‹‹‹‹‹‹‹‹‹‹‹‹‹‹‹‹‹‹‹‹‹‹‹‹‹‹‹‹‹‹‹‹‹‹‹‹‹‹‹‹‹‹‹‹‹‹‹‹‹‹‹‹‹‹‹‹‹‹‹‹‹‹‹‹‹‹‹‹‹‹‹‹‹‹‹‹‹‹‹‹‹‹‹‹‹‹‹‹‹‹‹‹‹‹‹‹‹‹‹‹‹‹‹‹‹‹‹‹‹‹‹‹‹‹‹‹‹‹‹‹‹‹‹‹‹‹‹‹‹‹‹‹‹‹‹‹‹‹‹‹‹‹‹‹‹‹‹‹‹‹‹‹‹‹‹‹‹‹‹‹‹‹‹‹‹‹‹‹‹‹‹‹‹‹‹‹‹‹‹‹‹‹‹‹‹‹‹‹‹‹‹‹‹‹‹‹‹‹‹‹‹‹‹‹‹‹‹‹‹‹‹‹‹‹‹‹‹‹‹‹‹‹‹‹‹‹‹‹‹‹‹‹‹‹‹‹‹‹‹‹‹‹‹‹‹‹‹‹‹‹‹‹‹‹‹‹‹‹‹‹‹‹‹‹‹‹‹‹‹‹‹‹‹‹‹‹‹‹‹‹‹‹‹‹‹ [156, 290, 1356, 301]
alignment-base: = [507, 803, 518, 817]
refseq-track-title: RefSeq genes from NCBI [491, 370, 614, 381]
sequences-label[interactable]: Sequences [86, 415, 152, 429]
gencode-strand-arrows: ‹‹‹‹‹‹‹‹‹‹‹‹‹‹‹‹‹‹‹‹‹‹‹‹‹‹‹‹‹‹‹‹‹‹‹‹‹‹‹‹‹‹‹‹‹‹‹‹‹‹‹‹‹‹‹‹‹‹‹‹‹‹‹‹‹‹‹‹‹‹‹‹‹‹‹‹‹‹‹‹‹‹‹‹‹‹‹‹‹‹‹‹‹‹‹‹‹‹‹‹‹‹‹‹‹‹‹‹‹‹‹‹‹‹‹‹‹‹‹‹‹‹‹‹‹‹‹‹‹‹‹‹‹‹‹‹‹‹‹‹‹‹‹‹‹‹‹‹‹‹‹‹‹‹‹‹‹‹‹‹‹‹‹‹‹‹‹‹‹‹‹‹‹‹‹‹‹‹‹‹‹‹‹‹‹‹‹‹‹‹‹‹‹‹‹‹‹‹‹‹‹‹‹‹‹‹‹‹‹‹‹‹‹‹‹‹‹‹‹‹‹‹‹‹‹‹‹‹‹‹‹‹‹‹‹‹‹‹‹‹‹‹‹‹‹‹‹‹‹‹‹‹‹‹‹‹‹‹‹‹‹‹‹‹‹‹‹‹‹‹‹‹‹‹‹‹‹‹‹‹‹‹‹‹‹‹‹‹‹‹‹‹‹‹‹‹‹‹‹‹‹‹‹‹‹‹‹‹‹‹‹‹‹‹‹‹‹‹‹‹‹‹‹‹‹‹‹‹‹‹‹‹‹‹‹‹‹‹‹‹‹‹‹‹‹‹‹‹‹‹‹‹‹‹‹‹‹‹‹‹‹‹‹‹‹‹‹‹‹‹‹‹‹‹‹‹‹‹‹‹‹‹‹‹‹‹‹‹‹‹‹‹‹‹‹‹‹‹‹‹ [156, 130, 1356, 141]
alignment-base: T [906, 773, 914, 787]
gtex-track-title: Gene Expression in 54 tissues from GTEx RNA-seq of 17382 samples, 948 donors (V8, Aug 2019) [261, 509, 844, 523]
alignment-base: T [747, 758, 755, 772]
phylop-base-score[interactable] [568, 701, 616, 702]
alignment-base: = [825, 788, 836, 802]
